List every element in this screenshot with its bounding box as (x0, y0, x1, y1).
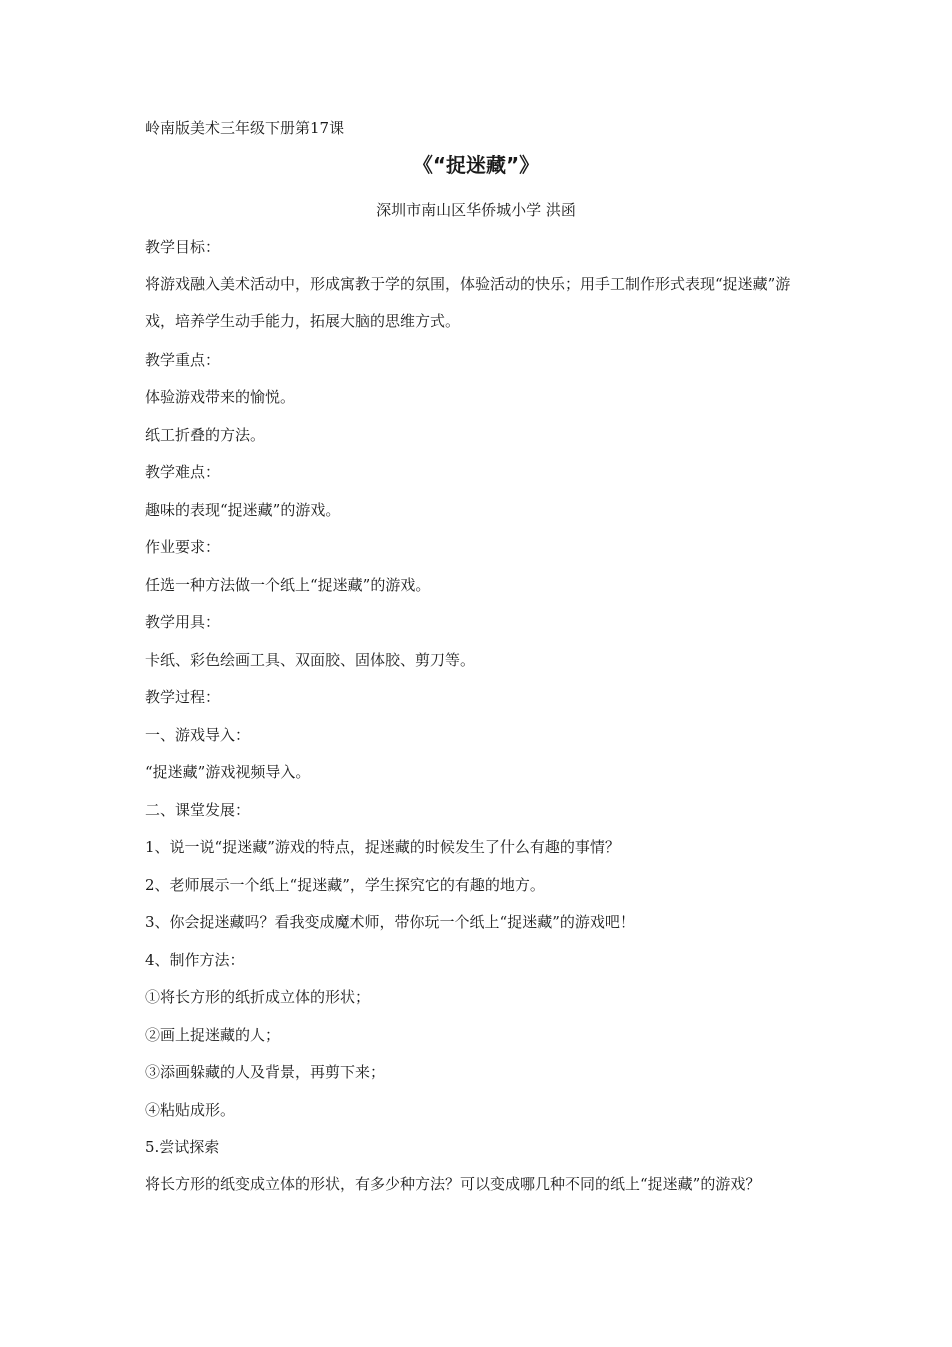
process-step-heading: 5.尝试探索 (145, 1138, 220, 1156)
course-header: 岭南版美术三年级下册第17课 (145, 119, 345, 137)
exploration-text: 将长方形的纸变成立体的形状，有多少种方法？可以变成哪几种不同的纸上“捉迷藏”的游戏？ (145, 1174, 761, 1193)
method-step: ①将长方形的纸折成立体的形状； (145, 988, 371, 1006)
section-heading-difficulties: 教学难点： (145, 463, 221, 481)
difficulty-item: 趣味的表现“捉迷藏”的游戏。 (145, 500, 341, 519)
method-step: ④粘贴成形。 (145, 1100, 236, 1119)
key-point-item: 纸工折叠的方法。 (145, 425, 266, 444)
section-heading-key-points: 教学重点： (145, 350, 221, 369)
process-step-text: 2、老师展示一个纸上“捉迷藏”，学生探究它的有趣的地方。 (145, 875, 545, 894)
process-step-text: “捉迷藏”游戏视频导入。 (145, 763, 311, 781)
assignment-item: 任选一种方法做一个纸上“捉迷藏”的游戏。 (145, 575, 431, 594)
key-point-item: 体验游戏带来的愉悦。 (145, 388, 296, 406)
objectives-text: 将游戏融入美术活动中，形成寓教于学的氛围，体验活动的快乐；用手工制作形式表现“捉迷藏”游戏，培养学生动手能力，拓展大脑的思维方式。 (145, 274, 791, 331)
document-title: 《“捉迷藏”》 (412, 153, 540, 177)
section-heading-objectives: 教学目标： (145, 238, 221, 256)
document-body (145, 237, 810, 1212)
author-line: 深圳市南山区华侨城小学 洪函 (376, 201, 576, 219)
process-step-text: 3、你会捉迷藏吗？看我变成魔术师，带你玩一个纸上“捉迷藏”的游戏吧！ (145, 913, 635, 931)
section-heading-process: 教学过程： (145, 688, 221, 706)
process-step-heading: 4、制作方法： (145, 950, 245, 969)
section-heading-assignment: 作业要求： (145, 538, 221, 556)
method-step: ③添画躲藏的人及背景，再剪下来； (145, 1063, 386, 1081)
process-step-text: 1、说一说“捉迷藏”游戏的特点，捉迷藏的时候发生了什么有趣的事情？ (145, 838, 620, 856)
method-step: ②画上捉迷藏的人； (145, 1025, 281, 1044)
section-heading-materials: 教学用具： (145, 613, 221, 631)
process-step-heading: 一、游戏导入： (145, 725, 251, 744)
process-step-heading: 二、课堂发展： (145, 800, 251, 819)
materials-item: 卡纸、彩色绘画工具、双面胶、固体胶、剪刀等。 (145, 650, 476, 669)
